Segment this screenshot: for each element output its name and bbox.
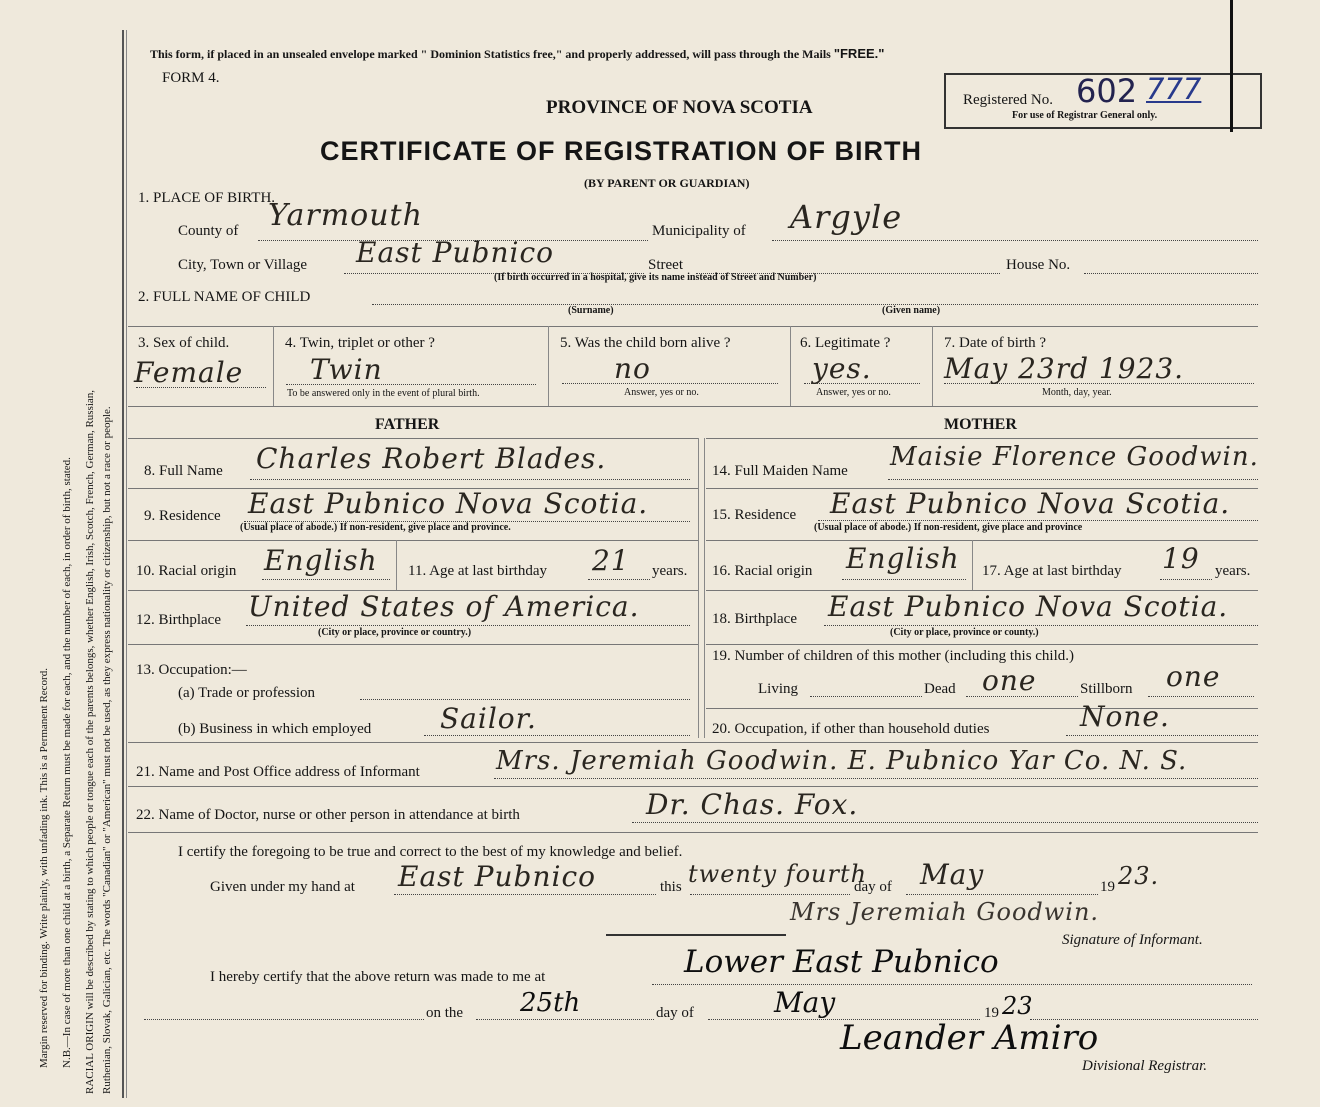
registered-label: Registered No. xyxy=(963,92,1053,108)
dob-value: May 23rd 1923. xyxy=(944,352,1185,385)
mother-race-label: 16. Racial origin xyxy=(712,563,813,579)
dob-note: Month, day, year. xyxy=(1042,387,1112,398)
father-name-value: Charles Robert Blades. xyxy=(256,442,607,475)
alive-value: no xyxy=(614,352,651,385)
dead-label: Dead xyxy=(924,681,956,697)
legitimate-note: Answer, yes or no. xyxy=(816,387,891,398)
father-age-label: 11. Age at last birthday xyxy=(408,563,547,579)
registered-number-suffix: 777 xyxy=(1146,72,1202,106)
mother-years: years. xyxy=(1215,563,1251,579)
given-label: Given under my hand at xyxy=(210,879,355,895)
mother-residence-note: (Usual place of abode.) If non-resident, give place and province xyxy=(814,522,1083,533)
margin-rule-inner xyxy=(126,30,127,1098)
given-day-value: twenty fourth xyxy=(688,860,868,888)
father-birthplace-value: United States of America. xyxy=(248,590,640,623)
surname-note: (Surname) xyxy=(568,305,614,316)
mother-race-value: English xyxy=(846,542,960,575)
hospital-note: (If birth occurred in a hospital, give its name instead of Street and Number) xyxy=(494,272,817,283)
father-heading: FATHER xyxy=(375,416,440,433)
mother-occupation-label: 20. Occupation, if other than household duties xyxy=(712,721,990,737)
certificate-subtitle: (BY PARENT OR GUARDIAN) xyxy=(584,176,750,190)
county-label: County of xyxy=(178,223,239,239)
registrar-place-value: Lower East Pubnico xyxy=(684,944,999,980)
alive-note: Answer, yes or no. xyxy=(624,387,699,398)
twin-note: To be answered only in the event of plural birth. xyxy=(287,388,480,399)
given-place-value: East Pubnico xyxy=(398,860,596,893)
registrar-month-value: May xyxy=(774,986,836,1019)
mother-birthplace-label: 18. Birthplace xyxy=(712,611,797,627)
dob-label: 7. Date of birth ? xyxy=(944,335,1047,351)
dead-value: one xyxy=(982,664,1037,697)
father-birthplace-label: 12. Birthplace xyxy=(136,612,221,628)
stillborn-label: Stillborn xyxy=(1080,681,1133,697)
mother-age-label: 17. Age at last birthday xyxy=(982,563,1122,579)
father-residence-value: East Pubnico Nova Scotia. xyxy=(248,487,649,520)
registrar-day-value: 25th xyxy=(520,988,581,1018)
city-value: East Pubnico xyxy=(356,236,554,269)
father-age-value: 21 xyxy=(592,544,630,577)
given-year-prefix: 19 xyxy=(1100,879,1115,895)
business-value: Sailor. xyxy=(440,702,537,735)
doctor-value: Dr. Chas. Fox. xyxy=(646,788,859,821)
registrar-statement: I hereby certify that the above return was made to me at xyxy=(210,969,546,985)
certify-statement: I certify the foregoing to be true and correct to the best of my knowledge and belief. xyxy=(178,844,683,860)
twin-value: Twin xyxy=(310,353,383,386)
binding-mark xyxy=(1230,0,1233,132)
child-name-label: 2. FULL NAME OF CHILD xyxy=(138,289,311,305)
father-occupation-label: 13. Occupation:— xyxy=(136,662,247,678)
margin-note-nb: N.B.—In case of more than one child at a birth, a Separate Return must be made for each, and the number of each, in order of birth, stated. xyxy=(61,457,73,1068)
mother-name-value: Maisie Florence Goodwin. xyxy=(890,442,1259,472)
mother-heading: MOTHER xyxy=(944,416,1017,433)
county-value: Yarmouth xyxy=(268,198,423,233)
legitimate-value: yes. xyxy=(812,352,872,385)
registrar-year-value: 23 xyxy=(1002,992,1033,1020)
day-of-label: day of xyxy=(854,879,892,895)
informant-label: 21. Name and Post Office address of Informant xyxy=(136,764,420,780)
mother-age-value: 19 xyxy=(1162,542,1200,575)
place-heading: 1. PLACE OF BIRTH. xyxy=(138,190,276,206)
registrar-signature: Leander Amiro xyxy=(840,1018,1099,1058)
mail-notice-free: "FREE." xyxy=(833,46,885,61)
father-years: years. xyxy=(652,563,688,579)
children-label: 19. Number of children of this mother (including this child.) xyxy=(712,648,1075,664)
informant-value: Mrs. Jeremiah Goodwin. E. Pubnico Yar Co. N. S. xyxy=(496,746,1188,776)
street-label: Street xyxy=(648,257,683,273)
margin-rule xyxy=(122,30,124,1098)
legitimate-label: 6. Legitimate ? xyxy=(800,335,891,351)
informant-signature: Mrs Jeremiah Goodwin. xyxy=(790,898,1100,926)
certificate-title: CERTIFICATE OF REGISTRATION OF BIRTH xyxy=(320,136,922,166)
father-name-label: 8. Full Name xyxy=(144,463,223,479)
mother-residence-label: 15. Residence xyxy=(712,507,797,523)
twin-label: 4. Twin, triplet or other ? xyxy=(285,335,435,351)
sex-label: 3. Sex of child. xyxy=(138,335,230,351)
father-race-label: 10. Racial origin xyxy=(136,563,237,579)
father-race-value: English xyxy=(264,544,378,577)
this-label: this xyxy=(660,879,682,895)
alive-label: 5. Was the child born alive ? xyxy=(560,335,731,351)
mother-birthplace-note: (City or place, province or county.) xyxy=(890,627,1039,638)
municipality-label: Municipality of xyxy=(652,223,746,239)
mail-notice-text: This form, if placed in an unsealed envelope marked " Dominion Statistics free," and properly addressed, will pass through the Mails xyxy=(150,47,831,61)
stillborn-value: one xyxy=(1166,660,1221,693)
margin-note-racial-origin: RACIAL ORIGIN will be described by stating to which people or tongue each of the parents belongs, whether English, Irish, Scotch, French, German, Russian, xyxy=(84,389,96,1094)
mother-name-label: 14. Full Maiden Name xyxy=(712,463,848,479)
living-label: Living xyxy=(758,681,798,697)
city-label: City, Town or Village xyxy=(178,257,308,273)
municipality-value: Argyle xyxy=(790,198,903,236)
form-number: FORM 4. xyxy=(162,70,220,86)
given-name-note: (Given name) xyxy=(882,305,941,316)
on-the-label: on the xyxy=(426,1005,464,1021)
house-label: House No. xyxy=(1006,257,1071,273)
registrar-year-prefix: 19 xyxy=(984,1005,999,1021)
province-heading: PROVINCE OF NOVA SCOTIA xyxy=(546,97,813,118)
margin-note-racial-origin-cont: Ruthenian, Slovak, Galician, etc. The words "Canadian" or "American" must not be used, as they express nationality or citizenship, but not a race or people. xyxy=(101,406,113,1094)
father-residence-note: (Usual place of abode.) If non-resident, give place and province. xyxy=(240,522,511,533)
mother-occupation-value: None. xyxy=(1080,700,1170,733)
sex-value: Female xyxy=(134,356,244,389)
mail-notice xyxy=(150,46,884,62)
mother-residence-value: East Pubnico Nova Scotia. xyxy=(830,487,1231,520)
trade-label: (a) Trade or profession xyxy=(178,685,316,701)
registrar-day-of-label: day of xyxy=(656,1005,694,1021)
father-residence-label: 9. Residence xyxy=(144,508,221,524)
given-year-value: 23. xyxy=(1118,862,1160,890)
business-label: (b) Business in which employed xyxy=(178,721,372,737)
margin-note-binding: Margin reserved for binding. Write plainly, with unfading ink. This is a Permanent Record. xyxy=(38,668,50,1068)
father-birthplace-note: (City or place, province or country.) xyxy=(318,627,472,638)
informant-signature-caption: Signature of Informant. xyxy=(1062,932,1203,948)
registered-number: 602 xyxy=(1076,72,1138,110)
registrar-note: For use of Registrar General only. xyxy=(1012,110,1158,121)
mother-birthplace-value: East Pubnico Nova Scotia. xyxy=(828,590,1229,623)
registrar-caption: Divisional Registrar. xyxy=(1082,1058,1208,1074)
doctor-label: 22. Name of Doctor, nurse or other person in attendance at birth xyxy=(136,807,520,823)
given-month-value: May xyxy=(920,858,985,891)
